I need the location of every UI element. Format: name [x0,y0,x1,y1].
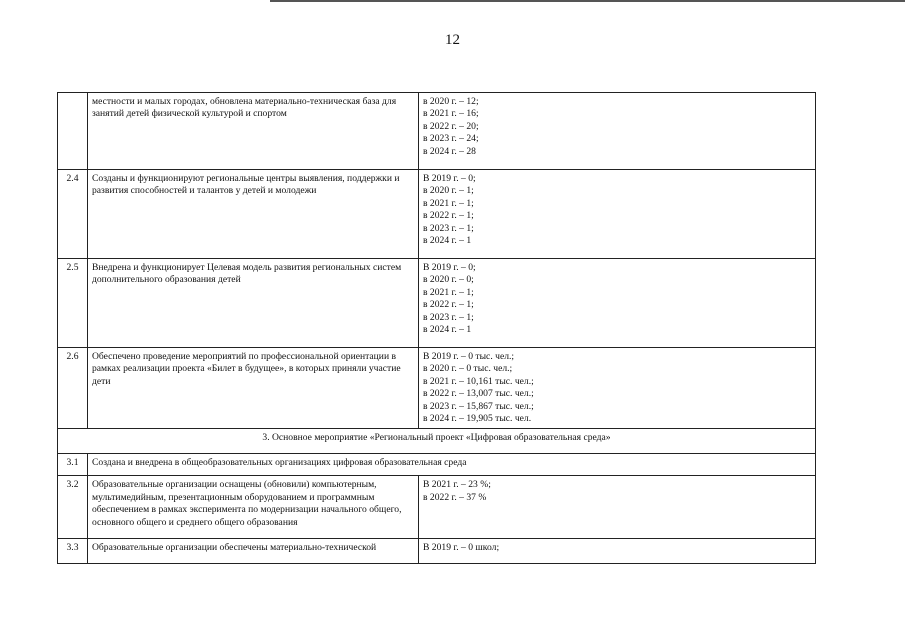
row-description: Создана и внедрена в общеобразовательных организациях цифровая образовательная среда [88,454,816,476]
row-values: В 2019 г. – 0; в 2020 г. – 0; в 2021 г. – 1; в 2022 г. – 1; в 2023 г. – 1; в 2024 г. – 1 [419,259,816,348]
table-row [58,259,816,348]
row-number: 2.6 [58,348,88,429]
row-values: В 2019 г. – 0 школ; [419,539,816,564]
row-values: В 2019 г. – 0; в 2020 г. – 1; в 2021 г. – 1; в 2022 г. – 1; в 2023 г. – 1; в 2024 г. – 1 [419,170,816,259]
table-row [58,539,816,564]
row-number: 3.1 [58,454,88,476]
row-description: Образовательные организации оснащены (обновили) компьютерным, мультимедийным, презентационным оборудованием и программным обеспечением в рамках эксперимента по модернизации начального общего, основного общего и среднего общего образования [88,476,419,539]
table-row [58,476,816,539]
row-description: Созданы и функционируют региональные центры выявления, поддержки и развития способностей и талантов у детей и молодежи [88,170,419,259]
section-header-row [58,429,816,454]
top-border-line [270,0,905,2]
row-number: 3.3 [58,539,88,564]
table-row [58,170,816,259]
row-description: Внедрена и функционирует Целевая модель развития региональных систем дополнительного образования детей [88,259,419,348]
row-number: 3.2 [58,476,88,539]
row-values: В 2019 г. – 0 тыс. чел.; в 2020 г. – 0 тыс. чел.; в 2021 г. – 10,161 тыс. чел.; в 2022 г. – 13,007 тыс. чел.; в 2023 г. – 15,867 тыс. чел.; в 2024 г. – 19,905 тыс. чел. [419,348,816,429]
table-row [58,454,816,476]
row-values: В 2021 г. – 23 %; в 2022 г. – 37 % [419,476,816,539]
table-row [58,348,816,429]
row-number: 2.5 [58,259,88,348]
row-description: местности и малых городах, обновлена материально-техническая база для занятий детей физической культурой и спортом [88,93,419,170]
row-number: 2.4 [58,170,88,259]
row-number [58,93,88,170]
row-description: Образовательные организации обеспечены материально-технической [88,539,419,564]
table-row [58,93,816,170]
section-title: 3. Основное мероприятие «Региональный проект «Цифровая образовательная среда» [58,429,816,454]
row-values: в 2020 г. – 12; в 2021 г. – 16; в 2022 г. – 20; в 2023 г. – 24; в 2024 г. – 28 [419,93,816,170]
page-number: 12 [445,32,460,48]
row-description: Обеспечено проведение мероприятий по профессиональной ориентации в рамках реализации проекта «Билет в будущее», в которых приняли участие дети [88,348,419,429]
measures-table [57,92,816,564]
